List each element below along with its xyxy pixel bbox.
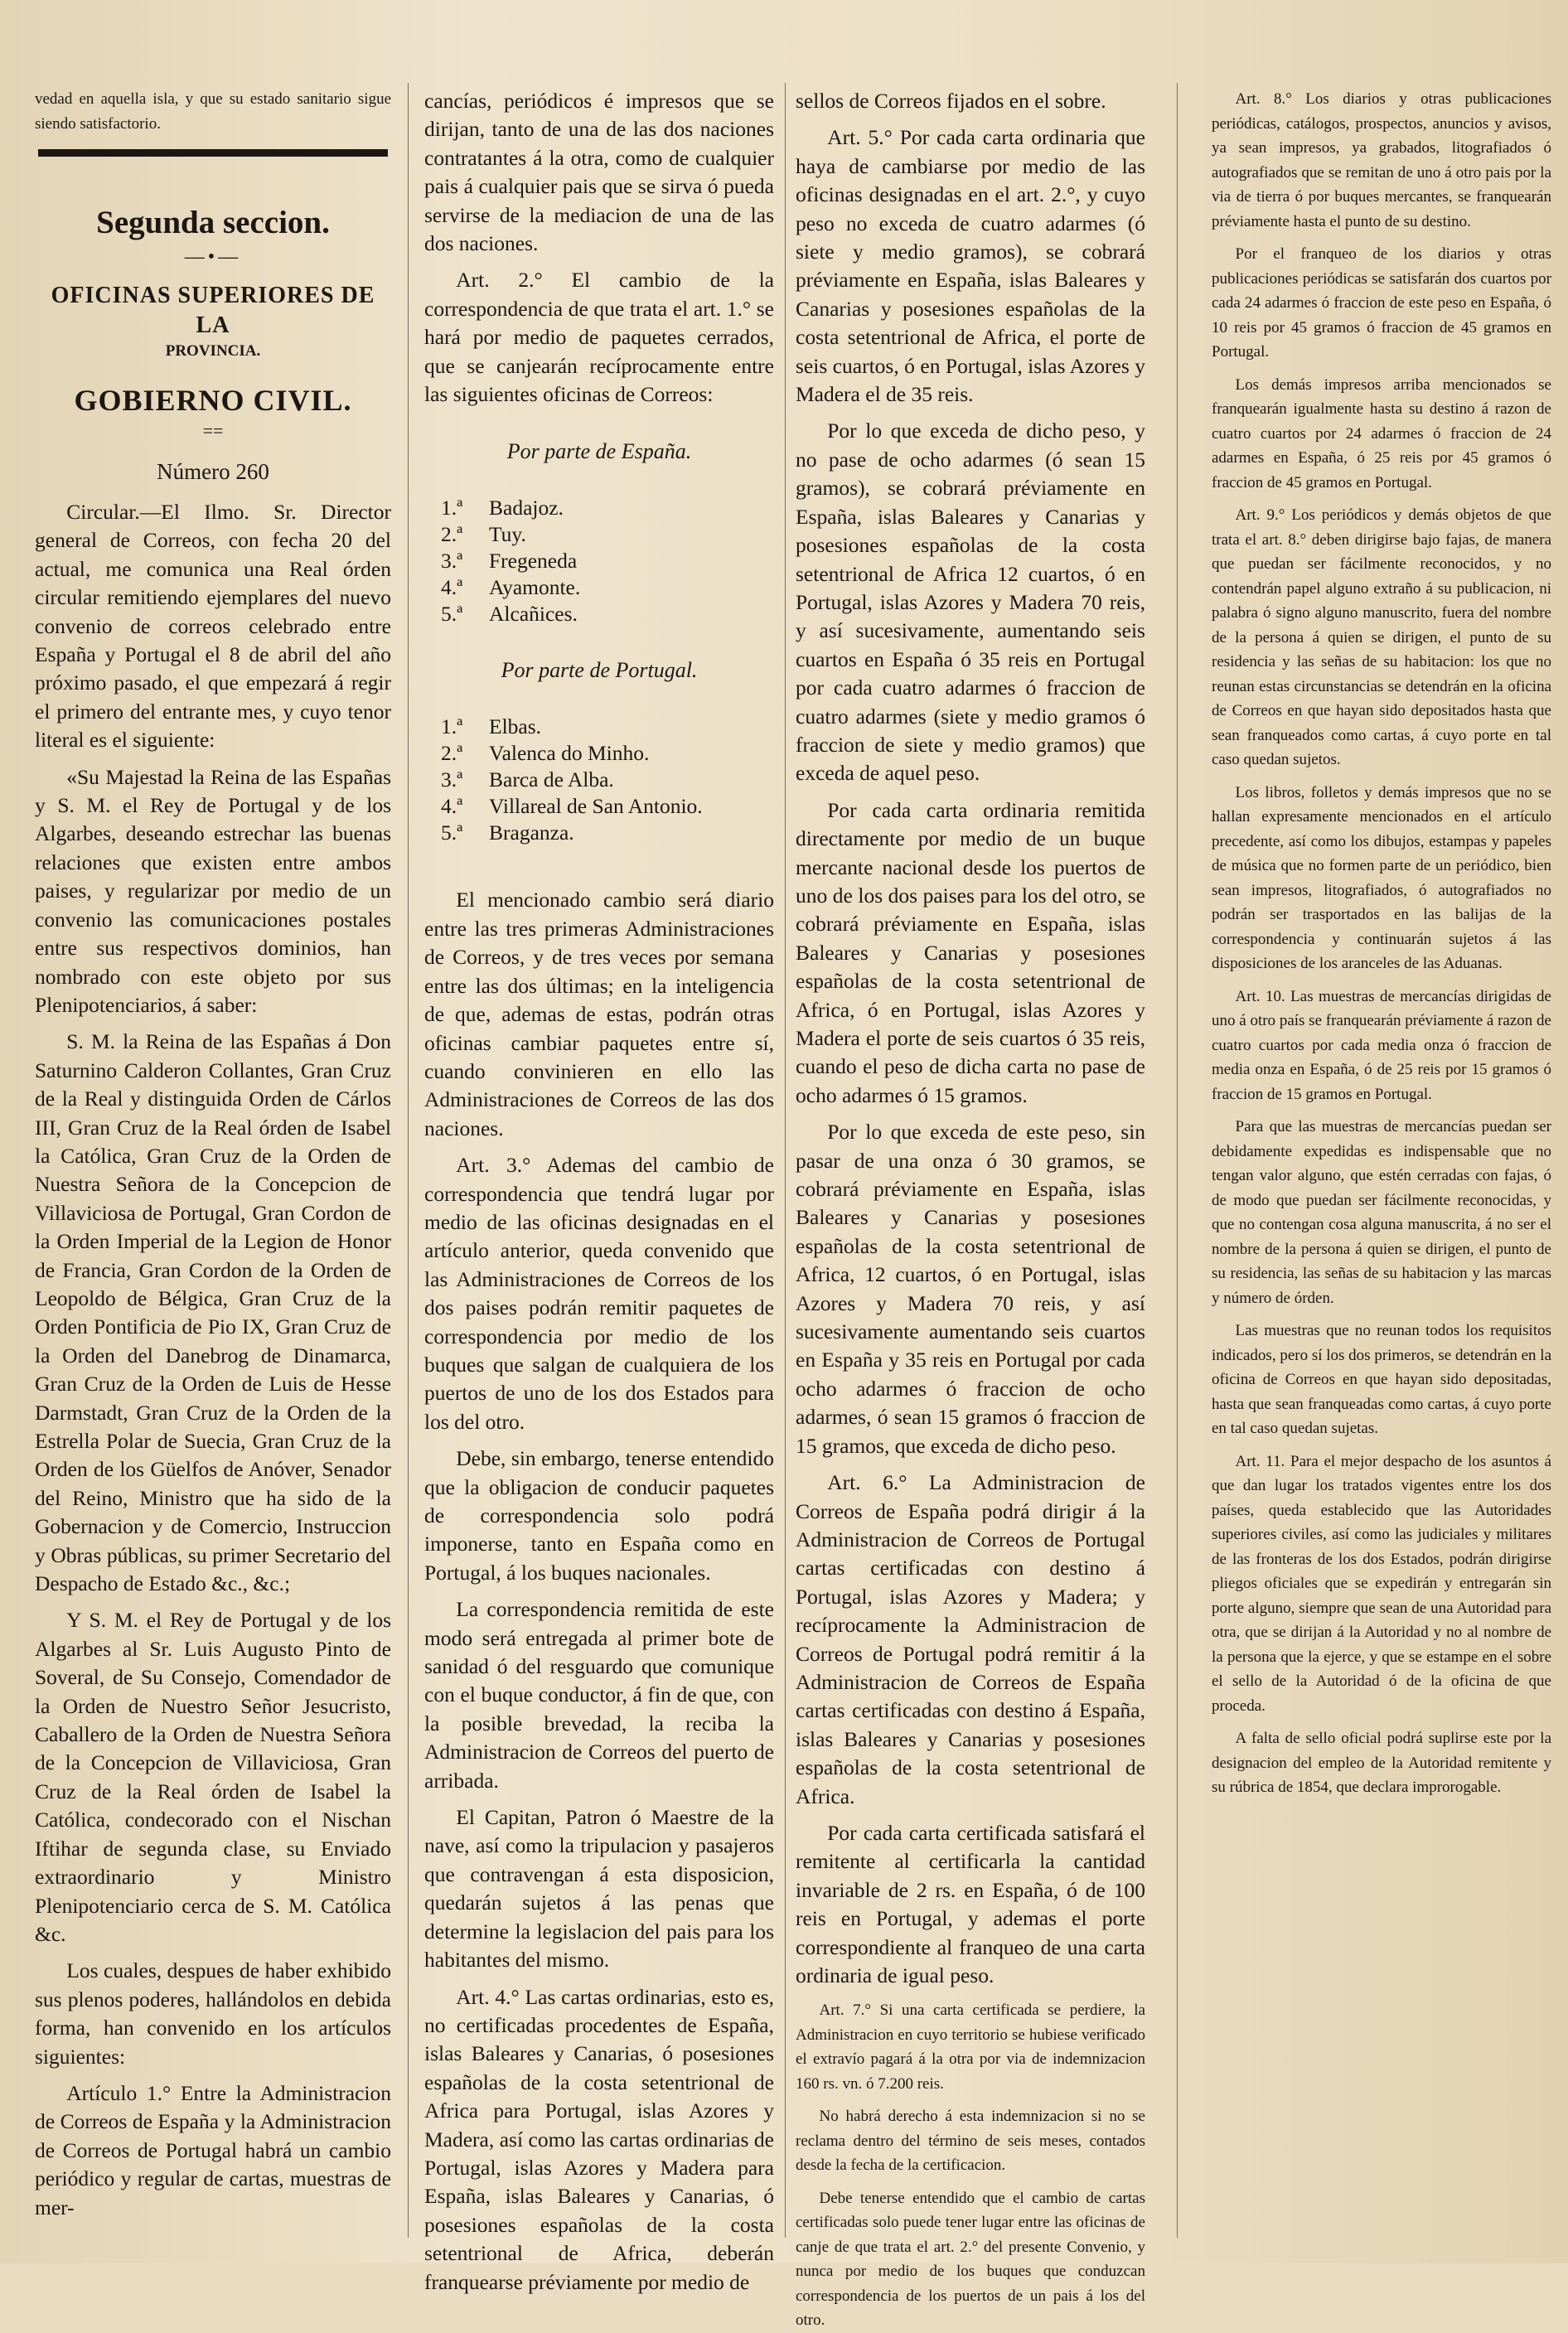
- paragraph: El Capitan, Patron ó Maestre de la nave, así como la tripulacion y pasajeros que contravengan á esta disposicion, quedarán sujetos á las penas que determine la legislacion del pais para los habitantes del mismo.: [424, 1805, 774, 1972]
- paragraph: Circular.—El Ilmo. Sr. Director general de Correos, con fecha 20 del actual, me comunica una Real órden circular remitiendo ejemplares del nuevo convenio de correos celebrado entre España y Portugal el 8 de abril del año próximo pasado, el que empezará á regir el primero del entrante mes, y cuyo tenor literal es el siguiente:: [35, 500, 391, 753]
- paragraph: Los cuales, despues de haber exhibido sus plenos poderes, hallándolos en debida forma, han convenido en los artículos siguientes:: [35, 1958, 391, 2069]
- paragraph: Art. 4.° Las cartas ordinarias, esto es, no certificadas procedentes de España, islas Baleares y Canarias, ó posesiones españolas de la costa setentrional de Africa para Portugal, islas Azores y Madera, así como las cartas ordinarias de Portugal, islas Azores y Madera para España, islas Baleares y Canarias, ó posesiones españolas de la costa setentrional de Africa, deberán franquearse préviamente por medio de: [424, 1984, 774, 2294]
- list-item: 5.ª Alcañices.: [441, 602, 578, 627]
- paragraph: «Su Majestad la Reina de las Españas y S. M. el Rey de Portugal y de los Algarbes, deseando estrechar las buenas relaciones que existen entre ambos paises, y regularizar por medio de un convenio las comunicaciones postales entre sus respectivos dominios, han nombrado con este objeto por sus Plenipotenciarios, á saber:: [35, 764, 391, 1017]
- column-rule: [1177, 83, 1178, 2238]
- list-item: 3.ª Fregeneda: [441, 549, 578, 574]
- paragraph: Art. 7.° Si una carta certificada se perdiere, la Administracion en cuyo territorio se hubiese verificado el extravío pagará á la otra por via de indemnizacion 160 rs. vn. ó 7.200 reis.: [796, 2001, 1145, 2093]
- list-item: 1.ª Badajoz.: [441, 496, 564, 520]
- heading-offices: OFICINAS SUPERIORES DE LA: [51, 283, 375, 338]
- column-1: [35, 87, 391, 2250]
- paragraph: El mencionado cambio será diario entre las tres primeras Administraciones de Correos, y de tres veces por semana entre las dos últimas; en la inteligencia de que, ademas de estas, podrán otras oficinas cambiar paquetes entre sí, cuando convinieren en ello las Administraciones de Correos de las dos naciones.: [424, 888, 774, 1140]
- paragraph: sellos de Correos fijados en el sobre.: [796, 89, 1106, 113]
- column-4: [1212, 87, 1551, 2250]
- paragraph: Debe, sin embargo, tenerse entendido que la obligacion de conducir paquetes de correspondencia solo podrá imponerse, tanto en España como en Portugal, á los buques nacionales.: [424, 1446, 774, 1585]
- list-item: 1.ª Elbas.: [441, 714, 542, 739]
- portugal-office-list: [424, 714, 774, 846]
- column-rule: [785, 83, 786, 2238]
- paragraph: Por cada carta certificada satisfará el remitente al certificarla la cantidad invariable de 2 rs. en España, ó de 100 reis en Portugal, y ademas el porte correspondiente al franqueo de una carta ordinaria de igual peso.: [796, 1820, 1145, 1987]
- ornament: —•—: [184, 246, 242, 268]
- subheading-spain: Por parte de España.: [506, 439, 692, 464]
- paragraph: cancías, periódicos é impresos que se dirijan, tanto de una de las dos naciones contratantes á la otra, como de cualquier pais á cualquier pais que se sirva ó pueda servirse de la mediacion de una de las dos naciones.: [424, 89, 774, 256]
- subheading-portugal: Por parte de Portugal.: [501, 658, 698, 683]
- list-item: 5.ª Braganza.: [441, 820, 574, 845]
- spain-office-list: [424, 495, 774, 627]
- notice-number: Número 260: [157, 459, 269, 484]
- column-2: [424, 87, 774, 2294]
- paragraph: Los libros, folletos y demás impresos que no se hallan expresamente mencionados en el artículo precedente, así como los dibujos, estampas y papeles de música que no formen parte de un periódico, bien sean impresos, litografiados, ó autografiados no podrán ser trasportados en las balijas de la correspondencia y continuarán sujetos á las disposiciones de los aranceles de las Aduanas.: [1212, 783, 1551, 972]
- paragraph: Art. 11. Para el mejor despacho de los asuntos á que dan lugar los tratados vigentes entre los dos países, queda establecido que las Autoridades superiores civiles, así como las judiciales y militares de las fronteras de los dos Estados, podrán dirigirse pliegos oficiales que se expedirán y entregarán sin porte alguno, siempre que sean de una Autoridad para otra, que se dirijan á la Autoridad y no al nombre de la persona que la ejerce, y que se estampe en el sobre el sello de la Autoridad ó de la oficina de que proceda.: [1212, 1452, 1551, 1715]
- paragraph: Art. 9.° Los periódicos y demás objetos de que trata el art. 8.° deben dirigirse bajo fajas, de manera que puedan ser fácilmente reconocidos, y no contendrán papel alguno extraño á su publicacion, ni palabra ó signo alguno manuscrito, fuera del nombre de la persona á quien se dirigen, el punto de su residencia y las señas de su habitacion: los que no reunan estas circunstancias se detendrán en la oficina de Correos en que hayan sido depositados hasta que sean franqueados como cartas, á cuyo porte en tal caso quedan sujetos.: [1212, 506, 1551, 768]
- paragraph: Art. 3.° Ademas del cambio de correspondencia que tendrá lugar por medio de las oficinas designadas en el artículo anterior, queda convenido que las Administraciones de Correos de los dos paises podrán remitir paquetes de correspondencia por medio de los buques que salgan de cualquiera de los puertos de uno de los dos Estados para los del otro.: [424, 1153, 774, 1434]
- paragraph: No habrá derecho á esta indemnizacion si no se reclama dentro del término de seis meses, contados desde la fecha de la certificacion.: [796, 2108, 1145, 2175]
- paragraph: Art. 2.° El cambio de la correspondencia de que trata el art. 1.° se hará por medio de paquetes cerrados, que se canjearán recíprocamente entre las siguientes oficinas de Correos:: [424, 268, 774, 407]
- heading-province: PROVINCIA.: [165, 342, 261, 360]
- paragraph: Las muestras que no reunan todos los requisitos indicados, pero sí los dos primeros, se detendrán en la oficina de Correos en que hayan sido depositadas, hasta que sean franqueadas como cartas, á cuyo porte en tal caso quedan sujetas.: [1212, 1322, 1551, 1437]
- heading-gobierno: GOBIERNO CIVIL.: [74, 384, 352, 417]
- section-divider: [38, 149, 388, 157]
- paragraph: Y S. M. el Rey de Portugal y de los Algarbes al Sr. Luis Augusto Pinto de Soveral, de Su Consejo, Comendador de la Orden de Nuestro Señor Jesucristo, Caballero de la Orden de Nuestra Señora de la Concepcion de Villaviciosa, Gran Cruz de la Real órden de Isabel la Católica, condecorado con el Nischan Iftihar de segunda clase, su Enviado extraordinario y Ministro Plenipotenciario cerca de S. M. Católica &c.: [35, 1608, 391, 1946]
- paragraph: Art. 8.° Los diarios y otras publicaciones periódicas, catálogos, prospectos, anuncios y avisos, ya sean impresos, ya grabados, litografiados ó autografiados que se remitan de uno á otro pais por la via de tierra ó por buques mercantes, se franquearán préviamente hasta el punto de su destino.: [1212, 90, 1551, 230]
- list-item: 4.ª Villareal de San Antonio.: [441, 794, 703, 819]
- paragraph: Los demás impresos arriba mencionados se franquearán igualmente hasta su destino á razon de cuatro cuartos por 24 adarmes ó fraccion de 24 adarmes en España, ó 25 reis por 45 gramos ó fraccion de 45 gramos en Portugal.: [1212, 375, 1551, 491]
- list-item: 2.ª Tuy.: [441, 522, 526, 547]
- paragraph: Por lo que exceda de este peso, sin pasar de una onza ó 30 gramos, se cobrará préviamente en España, islas Baleares y Canarias y posesiones españolas de la costa setentrional de Africa, 12 cuartos, ó en Portugal, islas Azores y Madera 70 reis, y así sucesivamente aumentando seis cuartos en España y 35 reis en Portugal por cada ocho adarmes ó fraccion de ocho adarmes, ó sean 15 gramos ó fraccion de 15 gramos, que exceda de dicho peso.: [796, 1120, 1145, 1458]
- paragraph: S. M. la Reina de las Españas á Don Saturnino Calderon Collantes, Gran Cruz de la Real y distinguida Orden de Cárlos III, Gran Cruz de la Real órden de Isabel la Católica, Gran Cruz de la Orden de Nuestra Señora de la Concepcion de Villaviciosa de Portugal, Gran Cordon de la Orden Imperial de la Legion de Honor de Francia, Gran Cordon de la Orden de Leopoldo de Bélgica, Gran Cruz de la Orden Pontificia de Pio IX, Gran Cruz de la Orden del Danebrog de Dinamarca, Gran Cruz de la Orden de Luis de Hesse Darmstadt, Gran Cruz de la Orden de la Estrella Polar de Suecia, Gran Cruz de la Orden de los Güelfos de Anóver, Senador del Reino, Ministro que ha sido de la Gobernacion y de Comercio, Instruccion y Obras públicas, su primer Secretario del Despacho de Estado &c., &c.;: [35, 1029, 391, 1596]
- paragraph: La correspondencia remitida de este modo será entregada al primer bote de sanidad ó del resguardo que comunique con el buque conductor, á fin de que, con la posible brevedad, la reciba la Administracion de Correos del puerto de arribada.: [424, 1597, 774, 1793]
- paragraph: Por lo que exceda de dicho peso, y no pase de ocho adarmes (ó sean 15 gramos), se cobrará préviamente en España, islas Baleares y Canarias y posesiones españolas de la costa setentrional de Africa 12 cuartos, ó en Portugal, islas Azores y Madera 70 reis, y así sucesivamente, aumentando seis cuartos en España ó 35 reis en Portugal por cada cuatro adarmes ó fraccion de cuatro adarmes (siete y medio gramos ó fraccion de siete y medio gramos) que exceda de aquel peso.: [796, 419, 1145, 786]
- paragraph: Art. 6.° La Administracion de Correos de España podrá dirigir á la Administracion de Correos de Portugal cartas certificadas con destino á Portugal, islas Azores y Madera; y recíprocamente la Administracion de Correos de Portugal podrá remitir á la Administracion de Correos de España cartas certificadas con destino á España, islas Baleares y Canarias y posesiones españolas de la costa setentrional de Africa.: [796, 1470, 1145, 1808]
- list-item: 3.ª Barca de Alba.: [441, 767, 614, 792]
- column-3: [796, 87, 1145, 2330]
- paragraph: Art. 10. Las muestras de mercancías dirigidas de uno á otro país se franquearán préviamente á razon de cuatro cuartos por cada media onza ó fraccion de media onza en España, ó de 25 reis por 15 gramos ó fraccion de 15 gramos en Portugal.: [1212, 987, 1551, 1103]
- list-item: 2.ª Valenca do Minho.: [441, 741, 650, 766]
- column-rule: [408, 83, 409, 2238]
- paragraph: Artículo 1.° Entre la Administracion de Correos de España y la Administracion de Correos de Portugal habrá un cambio periódico y regular de cartas, muestras de mer-: [35, 2080, 391, 2219]
- paragraph: Art. 5.° Por cada carta ordinaria que haya de cambiarse por medio de las oficinas designadas en el art. 2.°, y cuyo peso no exceda de cuatro adarmes (ó siete y medio gramos), se cobrará préviamente en España, islas Baleares y Canarias y posesiones españolas de la costa setentrional de Africa, el porte de seis cuartos, ó en Portugal, islas Azores y Madera el de 35 reis.: [796, 125, 1145, 407]
- ornament: ==: [202, 420, 224, 441]
- section-title: Segunda seccion.: [96, 205, 330, 240]
- paragraph: Debe tenerse entendido que el cambio de cartas certificadas solo puede tener lugar entre las oficinas de canje de que trata el art. 2.° del presente Convenio, y nunca por medio de los buques que conduzcan correspondencia de los puertos de un pais á los del otro.: [796, 2189, 1145, 2330]
- paragraph: vedad en aquella isla, y que su estado sanitario sigue siendo satisfactorio.: [35, 90, 391, 133]
- paragraph: Por cada carta ordinaria remitida directamente por medio de un buque mercante nacional desde los puertos de uno de los dos paises para los del otro, se cobrará préviamente en España, islas Baleares y Canarias y posesiones españolas de la costa setentrional de Africa, ó en Portugal, islas Azores y Madera el porte de seis cuartos ó 35 reis, cuando el peso de dicha carta no pase de ocho adarmes ó 15 gramos.: [796, 797, 1145, 1107]
- paragraph: A falta de sello oficial podrá suplirse este por la designacion del empleo de la Autoridad remitente y su rúbrica de 1854, que declara improrogable.: [1212, 1730, 1551, 1796]
- paragraph: Para que las muestras de mercancías puedan ser debidamente expedidas es indispensable que no tengan valor alguno, que estén cerradas con fajas, ó de modo que puedan ser fácilmente reconocidas, y que no contengan cosa alguna manuscrita, á no ser el nombre de la persona á quien se dirigen, el punto de su residencia, las señas de su habitacion y las marcas y número de órden.: [1212, 1118, 1551, 1307]
- list-item: 4.ª Ayamonte.: [441, 575, 581, 600]
- paragraph: Por el franqueo de los diarios y otras publicaciones periódicas se satisfarán dos cuartos por cada 24 adarmes ó fraccion de este peso en España, ó 10 reis por 45 gramos ó fraccion de 45 gramos en Portugal.: [1212, 245, 1551, 361]
